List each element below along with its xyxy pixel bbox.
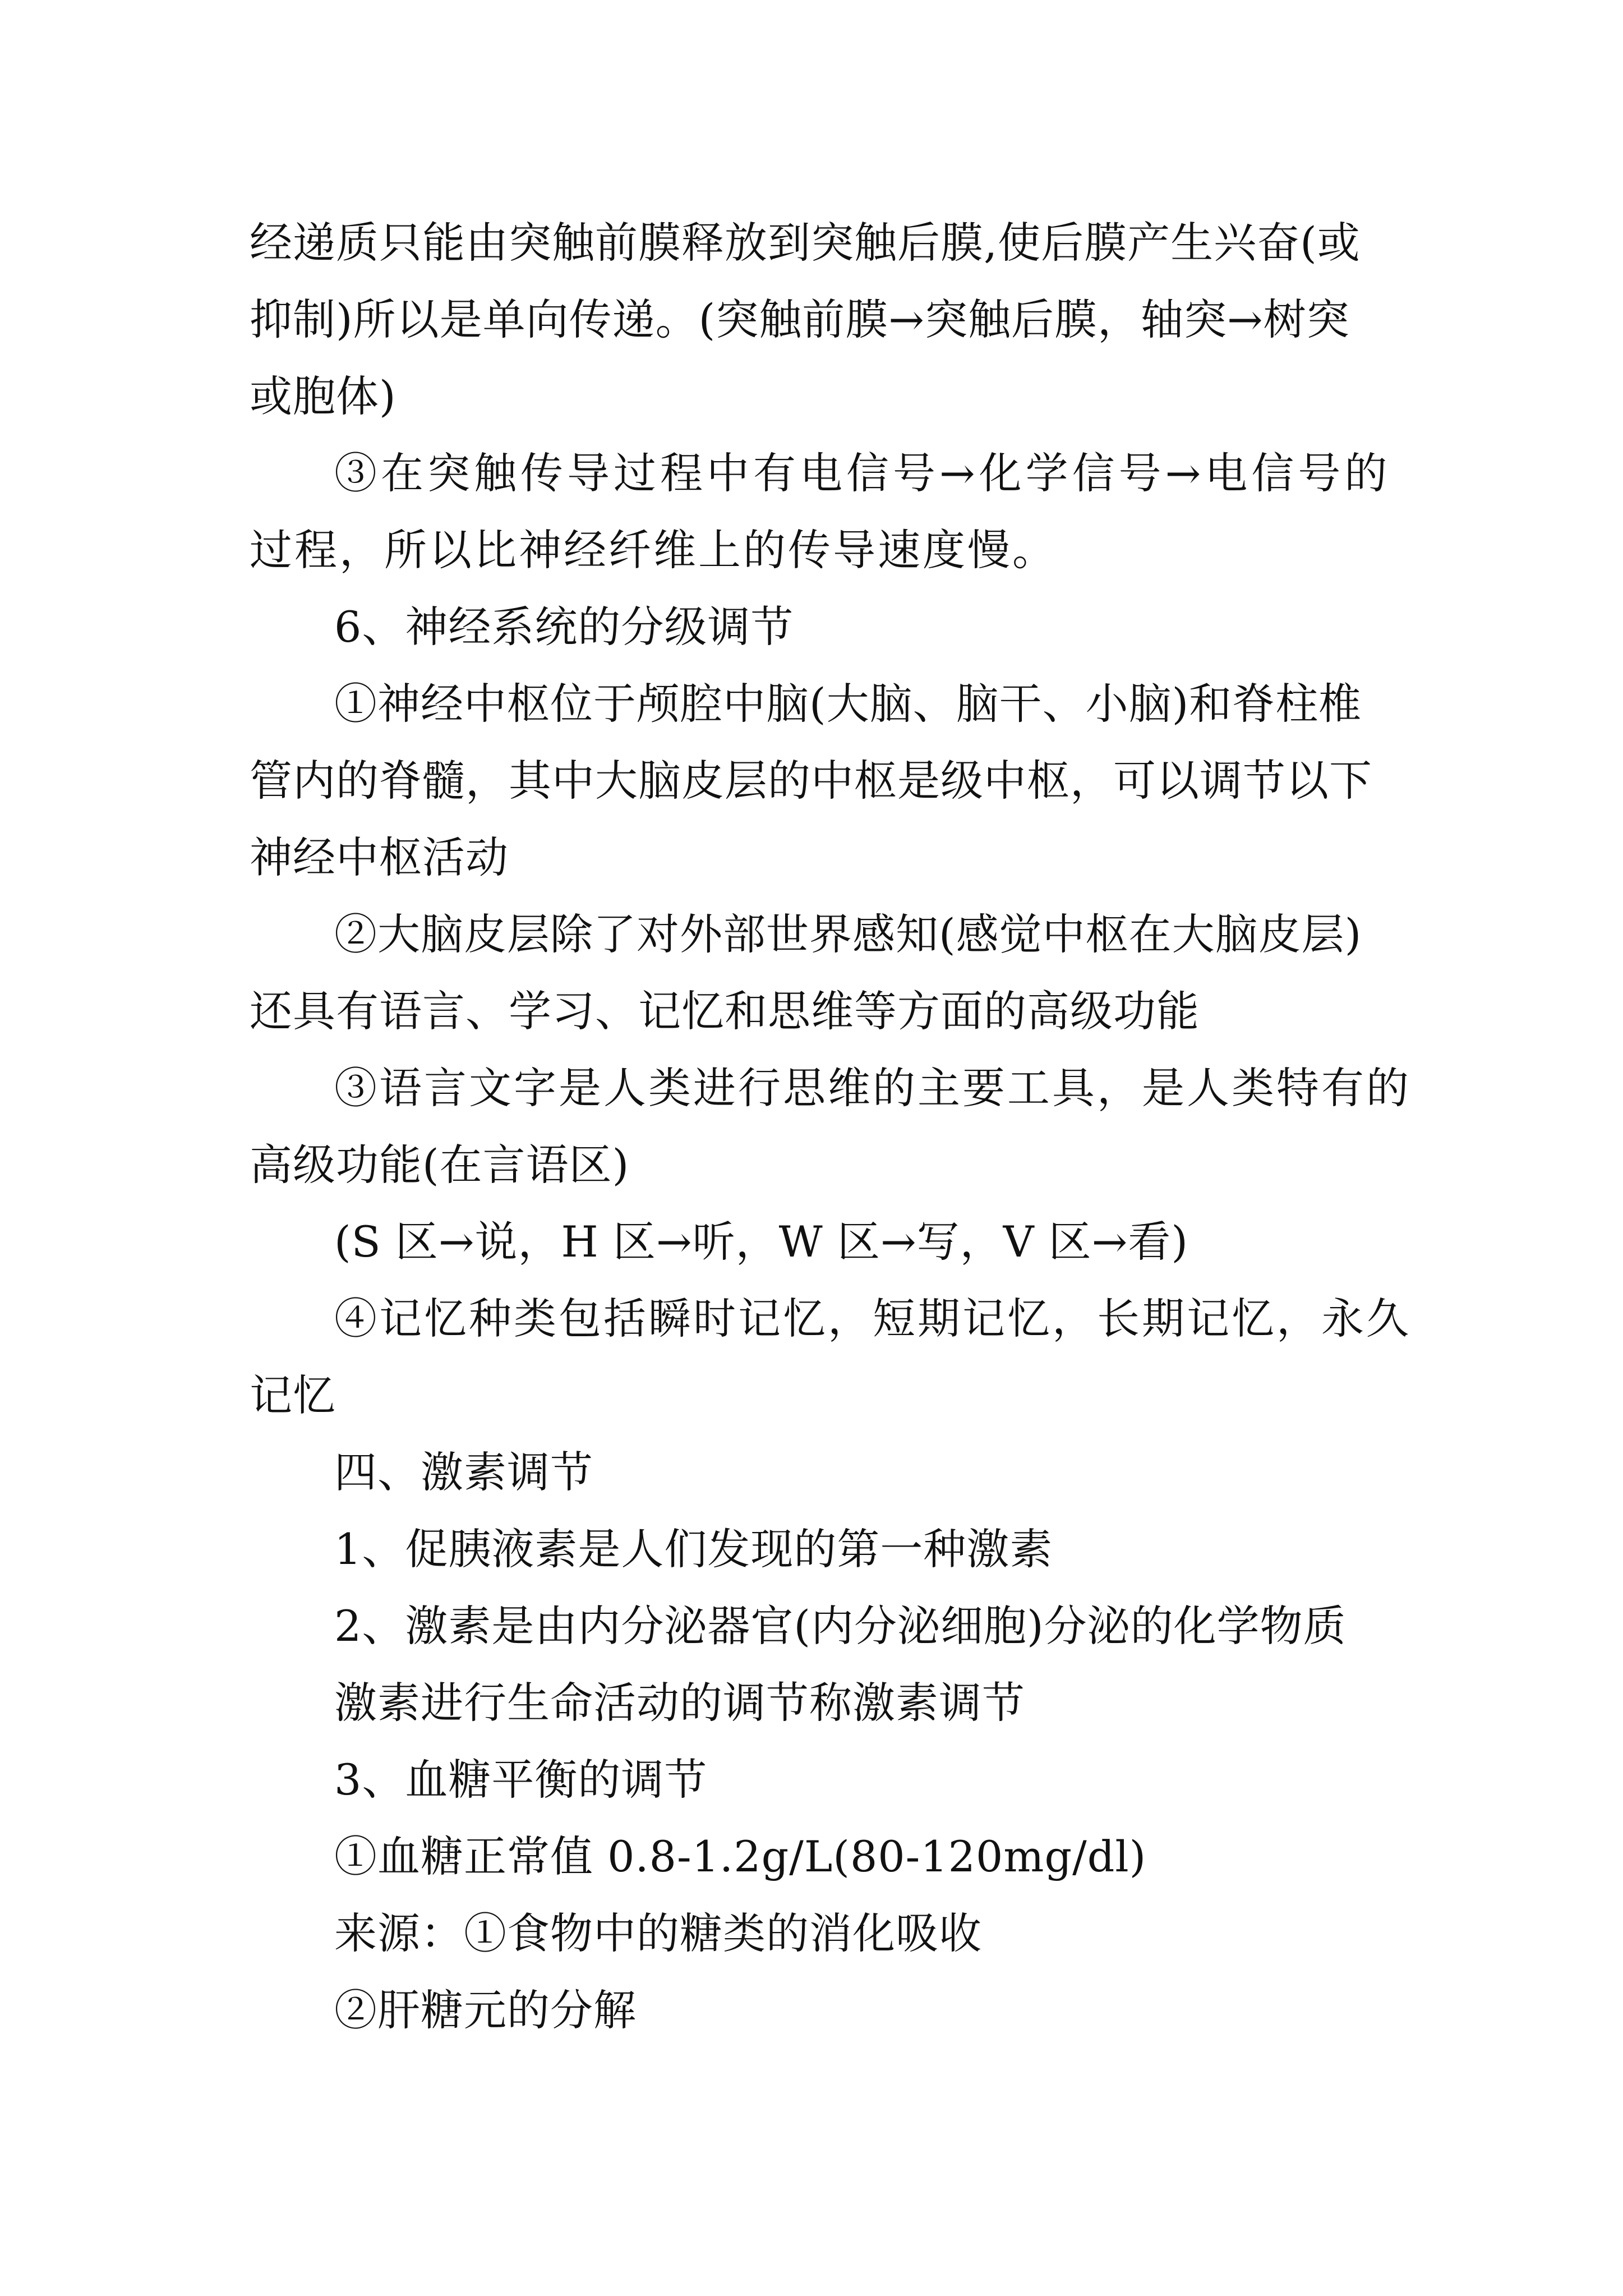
text-line: 或胞体): [250, 371, 396, 421]
text-line: ①神经中枢位于颅腔中脑(大脑、脑干、小脑)和脊柱椎: [334, 679, 1362, 729]
section-heading: 3、血糖平衡的调节: [334, 1755, 708, 1805]
text-line: 还具有语言、学习、记忆和思维等方面的高级功能: [250, 986, 1200, 1036]
text-line: ②肝糖元的分解: [334, 1985, 637, 2035]
text-line: 来源：①食物中的糖类的消化吸收: [334, 1908, 982, 1958]
text-line: ①血糖正常值 0.8-1.2g/L(80-120mg/dl): [334, 1832, 1147, 1881]
text-line: 抑制)所以是单向传递。(突触前膜→突触后膜，轴突→树突: [250, 295, 1350, 344]
text-line: ③语言文字是人类进行思维的主要工具，是人类特有的: [334, 1063, 1411, 1113]
text-line: 1、促胰液素是人们发现的第一种激素: [334, 1524, 1053, 1574]
section-heading: 四、激素调节: [334, 1447, 593, 1497]
text-line: 2、激素是由内分泌器官(内分泌细胞)分泌的化学物质: [334, 1601, 1347, 1651]
text-line: 高级功能(在言语区): [250, 1140, 630, 1190]
text-line: 经递质只能由突触前膜释放到突触后膜,使后膜产生兴奋(或: [250, 218, 1361, 268]
section-heading: 6、神经系统的分级调节: [334, 602, 794, 652]
text-line: (S 区→说，H 区→听，W 区→写，V 区→看): [334, 1217, 1188, 1267]
text-line: 记忆: [250, 1370, 336, 1420]
text-line: 神经中枢活动: [250, 832, 509, 882]
text-line: 过程，所以比神经纤维上的传导速度慢。: [250, 525, 1057, 575]
text-line: ②大脑皮层除了对外部世界感知(感觉中枢在大脑皮层): [334, 909, 1362, 959]
text-line: ④记忆种类包括瞬时记忆，短期记忆，长期记忆，永久: [334, 1294, 1411, 1343]
text-line: ③在突触传导过程中有电信号→化学信号→电信号的: [334, 448, 1391, 498]
text-line: 管内的脊髓，其中大脑皮层的中枢是级中枢，可以调节以下: [250, 756, 1372, 806]
text-line: 激素进行生命活动的调节称激素调节: [334, 1678, 1025, 1728]
